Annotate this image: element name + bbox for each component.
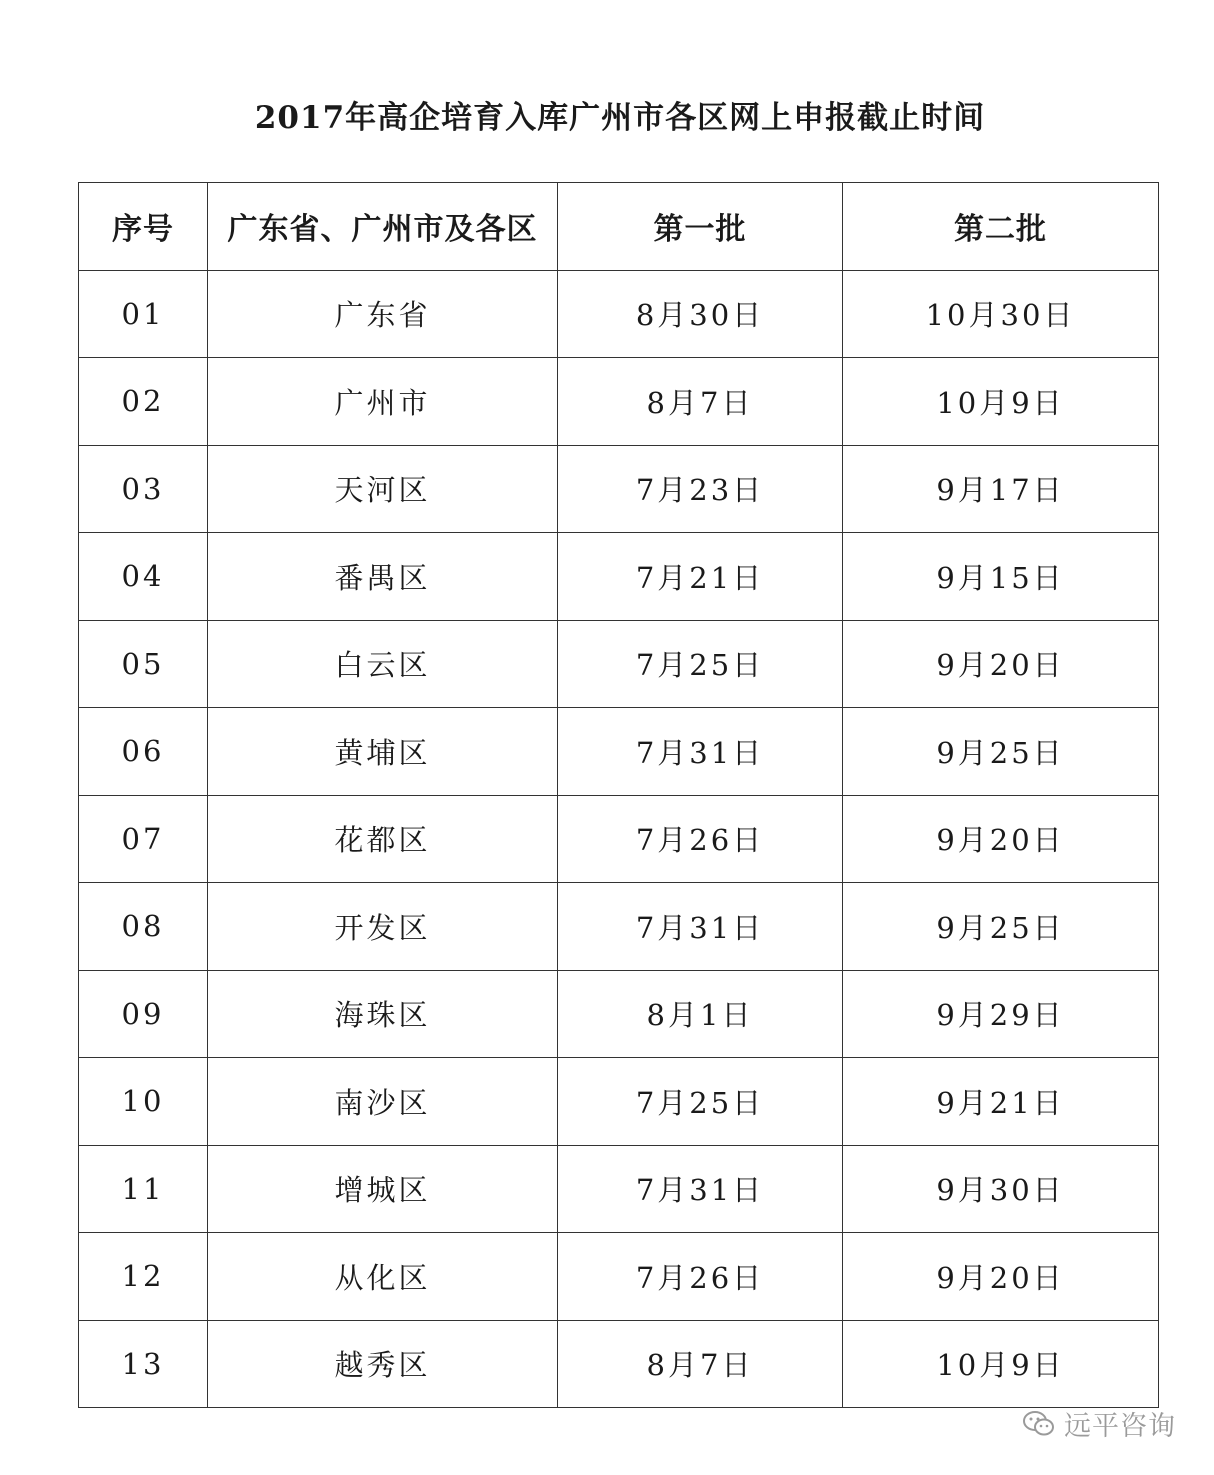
table-row: [79, 970, 1159, 1058]
row-region: 开发区: [208, 883, 558, 971]
watermark-text: 远平咨询: [1064, 1411, 1176, 1442]
row-region: 白云区: [208, 620, 558, 708]
table-body: [79, 270, 1159, 1408]
row-batch-1: 7月26日: [558, 1233, 843, 1321]
row-index: 09: [79, 970, 208, 1058]
table-row: [79, 708, 1159, 796]
table-row: [79, 795, 1159, 883]
row-batch-2: 10月30日: [843, 270, 1159, 358]
row-batch-1: 8月30日: [558, 270, 843, 358]
row-region: 番禺区: [208, 533, 558, 621]
row-batch-1: 7月25日: [558, 620, 843, 708]
wechat-icon: [1022, 1409, 1056, 1439]
row-region: 黄埔区: [208, 708, 558, 796]
row-index: 03: [79, 445, 208, 533]
table-row: [79, 270, 1159, 358]
table-row: [79, 1320, 1159, 1408]
row-batch-1: 7月23日: [558, 445, 843, 533]
row-batch-1: 7月25日: [558, 1058, 843, 1146]
row-index: 01: [79, 270, 208, 358]
header-batch-1: 第一批: [558, 183, 843, 271]
row-region: 广州市: [208, 358, 558, 446]
header-index: 序号: [79, 183, 208, 271]
row-batch-1: 7月31日: [558, 1145, 843, 1233]
row-batch-2: 10月9日: [843, 358, 1159, 446]
row-batch-2: 9月29日: [843, 970, 1159, 1058]
row-region: 从化区: [208, 1233, 558, 1321]
row-batch-2: 9月15日: [843, 533, 1159, 621]
row-region: 越秀区: [208, 1320, 558, 1408]
table-row: [79, 1058, 1159, 1146]
table-row: [79, 1145, 1159, 1233]
row-index: 07: [79, 795, 208, 883]
row-region: 增城区: [208, 1145, 558, 1233]
row-batch-1: 7月21日: [558, 533, 843, 621]
table-row: [79, 445, 1159, 533]
row-index: 04: [79, 533, 208, 621]
row-region: 海珠区: [208, 970, 558, 1058]
row-index: 13: [79, 1320, 208, 1408]
row-region: 南沙区: [208, 1058, 558, 1146]
row-region: 广东省: [208, 270, 558, 358]
row-batch-1: 7月26日: [558, 795, 843, 883]
row-batch-2: 9月20日: [843, 620, 1159, 708]
row-batch-2: 10月9日: [843, 1320, 1159, 1408]
row-batch-2: 9月30日: [843, 1145, 1159, 1233]
row-region: 天河区: [208, 445, 558, 533]
table-row: [79, 620, 1159, 708]
row-batch-2: 9月25日: [843, 883, 1159, 971]
row-region: 花都区: [208, 795, 558, 883]
header-region: 广东省、广州市及各区: [208, 183, 558, 271]
header-batch-2: 第二批: [843, 183, 1159, 271]
row-batch-2: 9月20日: [843, 795, 1159, 883]
page-title: 2017年高企培育入库广州市各区网上申报截止时间: [254, 100, 986, 136]
deadline-table: [78, 182, 1159, 1408]
row-index: 05: [79, 620, 208, 708]
watermark: [1022, 1404, 1176, 1443]
table-row: [79, 533, 1159, 621]
row-index: 10: [79, 1058, 208, 1146]
row-index: 06: [79, 708, 208, 796]
table-row: [79, 1233, 1159, 1321]
row-index: 12: [79, 1233, 208, 1321]
row-index: 02: [79, 358, 208, 446]
row-batch-1: 8月1日: [558, 970, 843, 1058]
row-index: 11: [79, 1145, 208, 1233]
row-batch-1: 7月31日: [558, 708, 843, 796]
row-batch-1: 8月7日: [558, 358, 843, 446]
table-header-row: [79, 183, 1159, 271]
row-batch-1: 8月7日: [558, 1320, 843, 1408]
row-batch-2: 9月21日: [843, 1058, 1159, 1146]
row-batch-1: 7月31日: [558, 883, 843, 971]
row-batch-2: 9月20日: [843, 1233, 1159, 1321]
table-row: [79, 358, 1159, 446]
row-index: 08: [79, 883, 208, 971]
table-row: [79, 883, 1159, 971]
row-batch-2: 9月25日: [843, 708, 1159, 796]
row-batch-2: 9月17日: [843, 445, 1159, 533]
